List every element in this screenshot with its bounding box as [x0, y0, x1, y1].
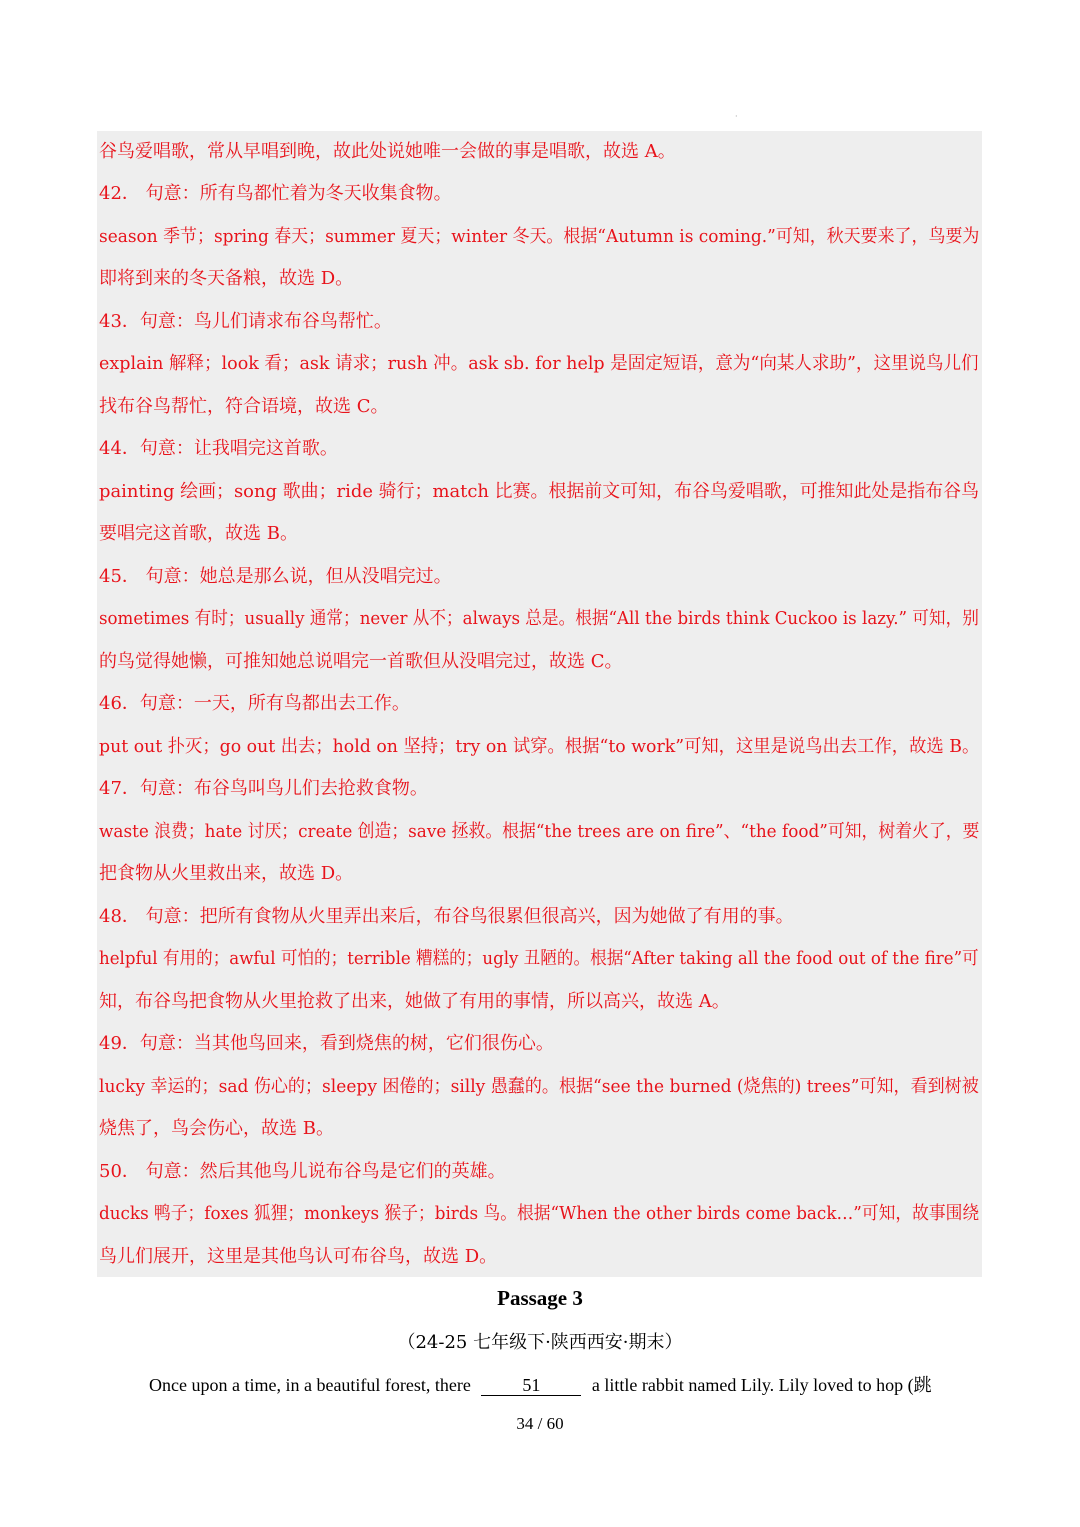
answer-line: waste 浪费；hate 讨厌；create 创造；save 拯救。根据“the trees are on fire”、“the food”可知，树着火了，要: [99, 821, 980, 842]
answer-line: 49．句意：当其他鸟回来，看到烧焦的树，它们很伤心。: [99, 1033, 554, 1054]
answer-line: 找布谷鸟帮忙，符合语境，故选 C。: [99, 396, 389, 417]
answer-line: 46．句意：一天，所有鸟都出去工作。: [99, 693, 410, 714]
answer-line: 的鸟觉得她懒，可推知她总说唱完一首歌但从没唱完过，故选 C。: [99, 651, 623, 672]
answer-line: 烧焦了，鸟会伤心，故选 B。: [99, 1118, 334, 1139]
answer-line: lucky 幸运的；sad 伤心的；sleepy 困倦的；silly 愚蠢的。根据“see the burned (烧焦的) trees”可知，看到树被: [99, 1076, 979, 1097]
answer-line: season 季节；spring 春天；summer 夏天；winter 冬天。根据“Autumn is coming.”可知，秋天要来了，鸟要为: [99, 226, 980, 247]
passage-title: Passage 3: [497, 1286, 583, 1310]
passage-text-after: a little rabbit named Lily. Lily loved to hop (跳: [591, 1375, 932, 1395]
passage-text-before: Once upon a time, in a beautiful forest, there: [149, 1375, 471, 1395]
answer-line: helpful 有用的；awful 可怕的；terrible 糟糕的；ugly 丑陋的。根据“After taking all the food out of the fire”可: [99, 948, 979, 969]
answer-line: 知，布谷鸟把食物从火里抢救了出来，她做了有用的事情，所以高兴，故选 A。: [99, 991, 730, 1012]
answer-line: sometimes 有时；usually 通常；never 从不；always 总是。根据“All the birds think Cuckoo is lazy.” 可知，别: [99, 608, 979, 629]
answer-line: 43．句意：鸟儿们请求布谷鸟帮忙。: [99, 311, 392, 332]
passage-first-line: [149, 1371, 932, 1397]
answer-line: 50． 句意：然后其他鸟儿说布谷鸟是它们的英雄。: [99, 1161, 506, 1182]
page-number: 34 / 60: [516, 1414, 564, 1433]
answer-line: put out 扑灭；go out 出去；hold on 坚持；try on 试穿。根据“to work”可知，这里是说鸟出去工作，故选 B。: [99, 736, 980, 757]
answer-line: explain 解释；look 看；ask 请求；rush 冲。ask sb. for help 是固定短语，意为“向某人求助”，这里说鸟儿们: [99, 353, 979, 374]
answer-line: 42． 句意：所有鸟都忙着为冬天收集食物。: [99, 183, 452, 204]
answer-line: 鸟儿们展开，这里是其他鸟认可布谷鸟，故选 D。: [99, 1246, 498, 1267]
answer-line: 要唱完这首歌，故选 B。: [99, 523, 298, 544]
answer-line: 谷鸟爱唱歌，常从早唱到晚，故此处说她唯一会做的事是唱歌，故选 A。: [99, 141, 676, 162]
answer-line: 48． 句意：把所有食物从火里弄出来后，布谷鸟很累但很高兴，因为她做了有用的事。: [99, 906, 794, 927]
passage-source: （24-25 七年级下·陕西西安·期末）: [397, 1332, 683, 1353]
answer-line: 44．句意：让我唱完这首歌。: [99, 438, 338, 459]
header-mark: ·: [735, 112, 738, 121]
answer-line: 47．句意：布谷鸟叫鸟儿们去抢救食物。: [99, 778, 428, 799]
blank-51: 51: [481, 1375, 581, 1396]
answer-explanations-block: [97, 131, 982, 1277]
answer-line: ducks 鸭子；foxes 狐狸；monkeys 猴子；birds 鸟。根据“When the other birds come back…”可知，故事围绕: [99, 1203, 980, 1224]
answer-line: 即将到来的冬天备粮，故选 D。: [99, 268, 354, 289]
answer-line: 45． 句意：她总是那么说，但从没唱完过。: [99, 566, 452, 587]
answer-line: painting 绘画；song 歌曲；ride 骑行；match 比赛。根据前文可知，布谷鸟爱唱歌，可推知此处是指布谷鸟: [99, 481, 980, 502]
answer-line: 把食物从火里救出来，故选 D。: [99, 863, 354, 884]
